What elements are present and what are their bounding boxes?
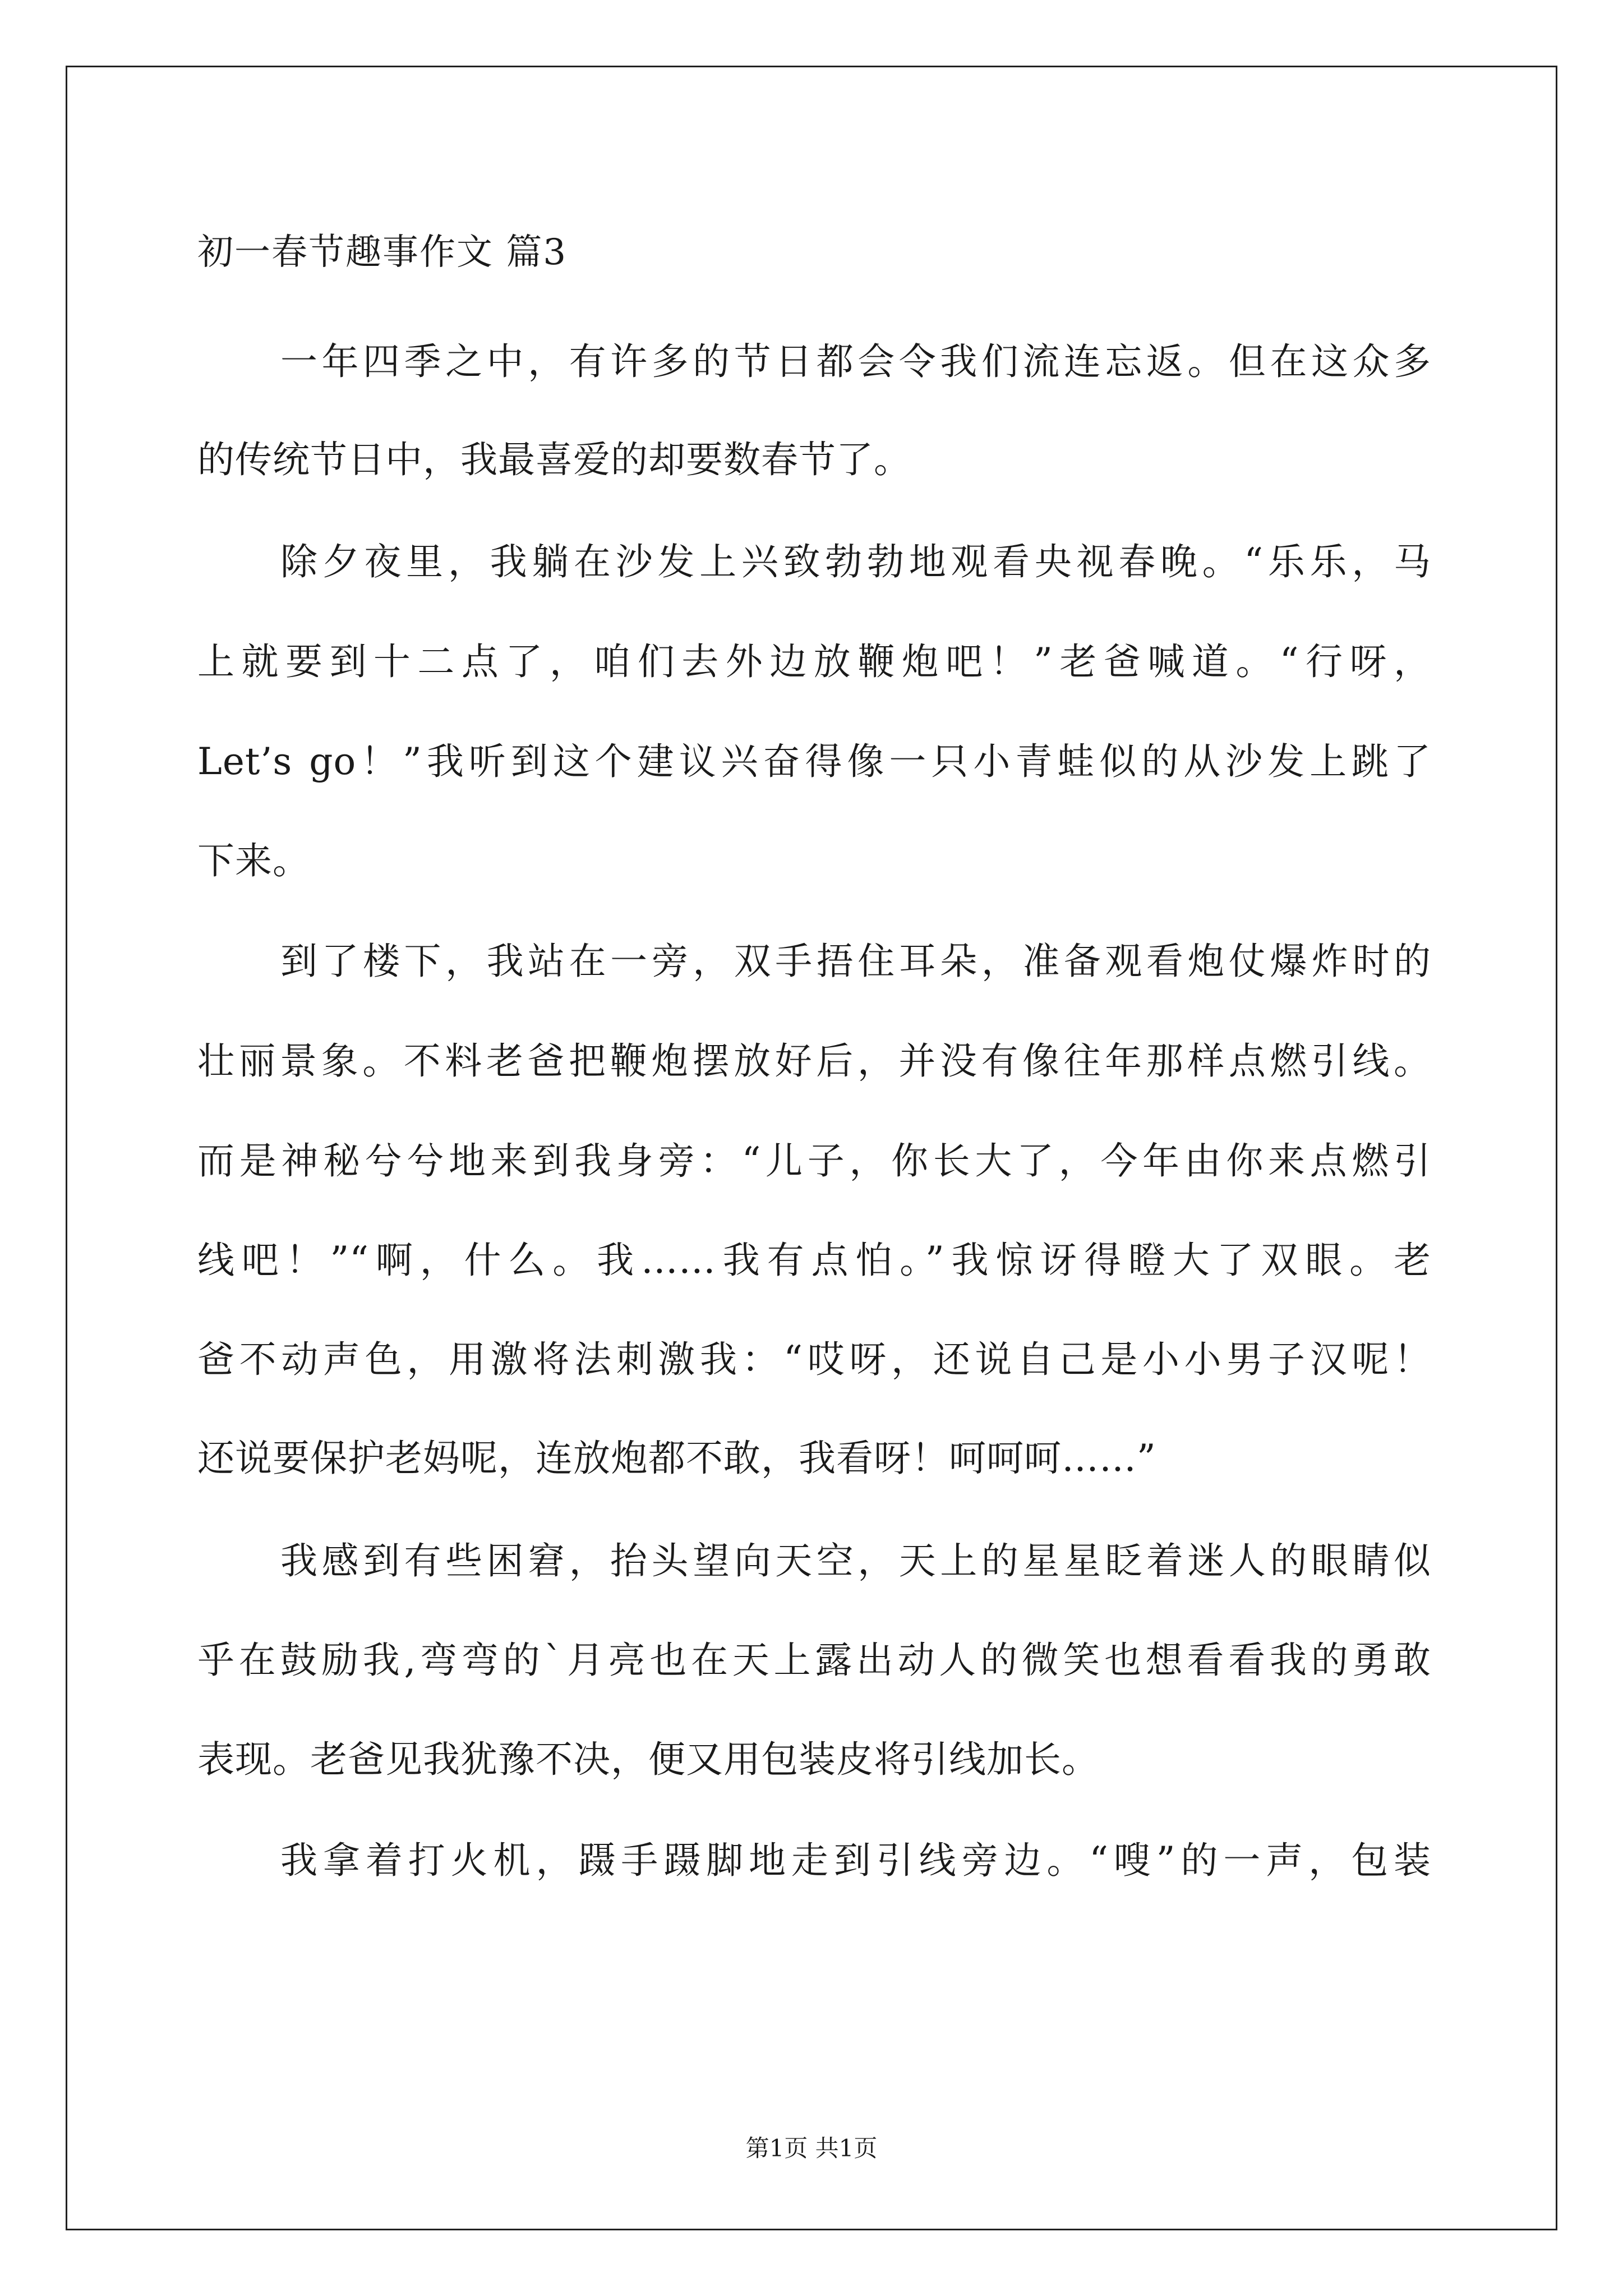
text-line-p1-2: 的传统节日中，我最喜爱的却要数春节了。: [197, 438, 911, 481]
text-line-p3-5: 爸不动声色，用激将法刺激我：“哎呀，还说自己是小小男子汉呢！: [197, 1338, 1431, 1381]
text-line-p4-2: 乎在鼓励我,弯弯的`月亮也在天上露出动人的微笑也想看看我的勇敢: [197, 1639, 1431, 1682]
text-line-p1-1: 一年四季之中，有许多的节日都会令我们流连忘返。但在这众多: [280, 340, 1431, 383]
text-line-p3-1: 到了楼下，我站在一旁，双手捂住耳朵，准备观看炮仗爆炸时的: [280, 940, 1431, 983]
document-title: 初一春节趣事作文 篇3: [197, 232, 568, 273]
text-line-p3-6: 还说要保护老妈呢，连放炮都不敢，我看呀！呵呵呵……”: [197, 1437, 1156, 1480]
text-line-p3-2: 壮丽景象。不料老爸把鞭炮摆放好后，并没有像往年那样点燃引线。: [197, 1039, 1431, 1083]
text-line-p4-1: 我感到有些困窘，抬头望向天空，天上的星星眨着迷人的眼睛似: [280, 1539, 1431, 1582]
text-line-p5-1: 我拿着打火机，蹑手蹑脚地走到引线旁边。“嗖”的一声，包装: [280, 1839, 1431, 1882]
text-line-p2-3: Let’s go！”我听到这个建议兴奋得像一只小青蛙似的从沙发上跳了: [197, 740, 1431, 783]
text-line-p2-4: 下来。: [197, 839, 310, 882]
text-line-p2-1: 除夕夜里，我躺在沙发上兴致勃勃地观看央视春晚。“乐乐，马: [280, 540, 1431, 583]
text-line-p3-4: 线吧！”“啊，什么。我……我有点怕。”我惊讶得瞪大了双眼。老: [197, 1239, 1431, 1282]
text-line-p3-3: 而是神秘兮兮地来到我身旁：“儿子，你长大了，今年由你来点燃引: [197, 1139, 1431, 1182]
text-line-p2-2: 上就要到十二点了，咱们去外边放鞭炮吧！”老爸喊道。“行呀，: [197, 640, 1431, 683]
page-footer: 第1页 共1页: [745, 2134, 878, 2162]
text-line-p4-3: 表现。老爸见我犹豫不决，便又用包装皮将引线加长。: [197, 1738, 1099, 1781]
